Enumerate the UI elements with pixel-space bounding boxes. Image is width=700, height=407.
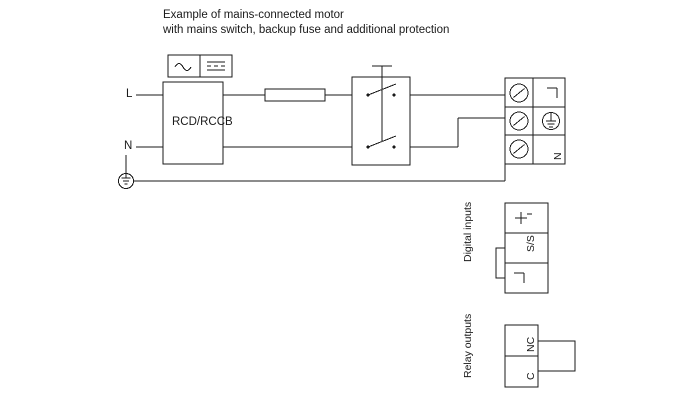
label-relay-nc: NC bbox=[525, 336, 537, 352]
label-digital-ss: S/S bbox=[525, 235, 537, 252]
label-relay-outputs: Relay outputs bbox=[462, 313, 474, 378]
fuse-body bbox=[265, 89, 325, 101]
relay-output-wire bbox=[538, 341, 575, 371]
title-line-1: Example of mains-connected motor bbox=[163, 9, 344, 21]
digital-jumper-wire bbox=[496, 248, 505, 278]
label-rcd: RCD/RCCB bbox=[172, 116, 233, 128]
title-line-2: with mains switch, backup fuse and additional protection bbox=[163, 24, 450, 36]
switch-contact-bottom-out bbox=[392, 145, 395, 148]
label-terminal-n: N bbox=[552, 152, 564, 160]
label-line-n: N bbox=[124, 140, 133, 152]
ac-symbol-box bbox=[168, 55, 200, 77]
label-line-l: L bbox=[126, 88, 133, 100]
switch-contact-top-out bbox=[392, 93, 395, 96]
label-digital-inputs: Digital inputs bbox=[462, 201, 474, 262]
label-relay-c: C bbox=[525, 372, 537, 380]
